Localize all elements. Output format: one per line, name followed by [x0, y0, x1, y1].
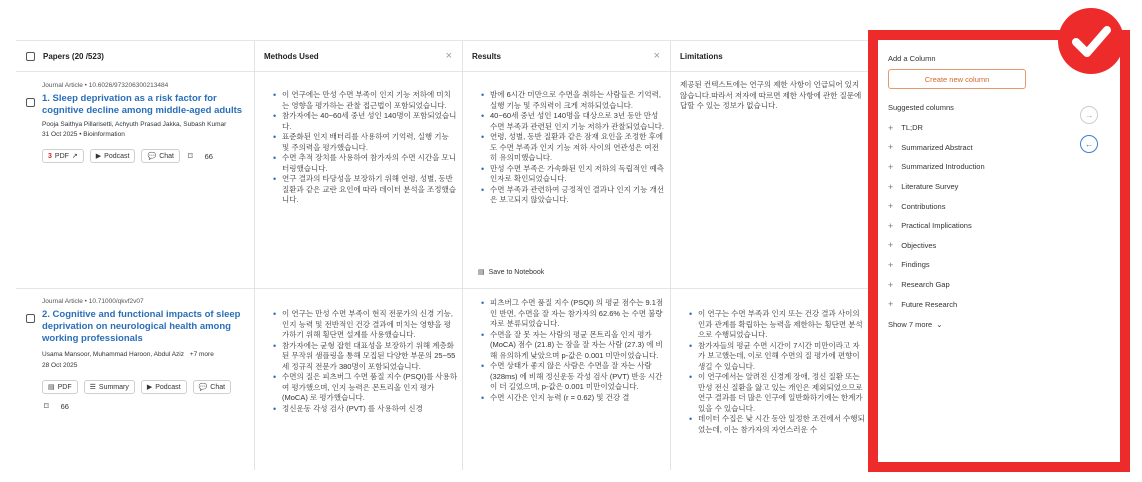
- podcast-button[interactable]: [141, 380, 187, 394]
- header-results-label: Results: [472, 51, 501, 61]
- list-item: • 참가자에는 균형 잡힌 대표성을 보장하기 위해 계층화된 무작위 샘플링을 통해 모집된 다양한 부문의 25~55세 정규직 전문가 380명이 포함되었습니다.: [282, 341, 458, 373]
- chat-label: Chat: [210, 383, 226, 391]
- suggested-columns-title: Suggested columns: [888, 103, 954, 112]
- summary-icon: ☰: [89, 384, 96, 391]
- suggested-column-label: Contributions: [901, 201, 946, 211]
- list-item: • 수면 시간은 인지 능력 (r = 0.62) 및 건강 결: [490, 393, 666, 404]
- table-row: [16, 289, 868, 470]
- suggested-column-item[interactable]: [888, 196, 1118, 216]
- checkmark-icon: [1058, 8, 1124, 74]
- list-item: • 수면 추적 장치를 사용하여 참가자의 수면 시간을 모니터링했습니다.: [282, 153, 458, 174]
- show-more-label: Show 7 more: [888, 319, 933, 329]
- results-table: [16, 40, 868, 470]
- suggested-column-label: Research Gap: [901, 280, 950, 290]
- paper-authors: [42, 350, 250, 359]
- list-item: • 이 연구에는 만성 수면 부족이 인지 기능 저하에 미치는 영향을 평가하는 관찰 접근법이 포함되었습니다.: [282, 90, 458, 111]
- plus-icon: +: [888, 142, 894, 153]
- pdf-label: PDF: [57, 383, 72, 391]
- list-item: • 연령, 성별, 동반 질환과 같은 잠재 요인을 조정한 후에도 수면 부족과 인지 기능 저하 사이의 연관성은 여전히 유의미했습니다.: [490, 132, 666, 164]
- results-list: [478, 90, 666, 206]
- suggested-column-label: Practical Implications: [901, 221, 972, 231]
- suggested-column-label: Summarized Introduction: [901, 162, 985, 172]
- authors-more-link[interactable]: +7 more: [189, 351, 214, 358]
- suggested-column-label: Objectives: [901, 240, 937, 250]
- suggested-column-label: Findings: [901, 260, 930, 270]
- list-item: • 40~60세 중년 성인 140명을 대상으로 3년 동안 만성 수면 부족과 관련된 인지 기능 저하가 관찰되었습니다.: [490, 111, 666, 132]
- paper-date: 28 Oct 2025: [42, 362, 78, 369]
- list-item: • 이 연구는 수면 부족과 인지 또는 건강 결과 사이의 인과 관계를 확립하는 능력을 제한하는 횡단면 분석으로 수행되었습니다.: [698, 309, 866, 341]
- podcast-label: Podcast: [155, 383, 181, 391]
- list-item: • 이 연구는 만성 수면 부족이 현직 전문가의 신경 기능, 인지 능력 및 전반적인 건강 결과에 미치는 영향을 평가하기 위해 횡단면 설계를 사용했습니다.: [282, 309, 458, 341]
- list-item: • 밤에 6시간 미만으로 수면을 취하는 사람들은 기억력, 실행 기능 및 주의력이 크게 저하되었습니다.: [490, 90, 666, 111]
- select-all-checkbox[interactable]: [26, 52, 35, 61]
- chat-icon: 💬: [198, 384, 208, 391]
- list-item: • 데이터 수집은 낮 시간 동안 일정한 조건에서 수행되었는데, 이는 참가자의 자연스러운 수: [698, 414, 866, 435]
- suggested-column-label: Literature Survey: [901, 182, 959, 192]
- list-item: • 수면을 잘 못 자는 사람의 평균 몬트리올 인지 평가 (MoCA) 점수 (21.8) 는 잠을 잘 자는 사람 (27.3) 에 비해 유의하게 낮았으며 p-값은 0.001 미만이었습니다.: [490, 330, 666, 362]
- authors-names: Usama Mansoor, Muhammad Haroon, Abdul Aziz: [42, 351, 184, 358]
- summary-label: Summary: [98, 383, 129, 391]
- plus-icon: +: [888, 259, 894, 270]
- chat-icon: 💬: [147, 153, 157, 160]
- list-item: • 만성 수면 부족은 가속화된 인지 저하의 독립적인 예측 인자로 확인되었습니다.: [490, 164, 666, 185]
- add-column-content: [888, 54, 1118, 329]
- table-grid: [16, 41, 868, 470]
- header-papers: [16, 41, 254, 71]
- paper-meta: Journal Article • 10.6026/973206300213484: [42, 82, 169, 89]
- row-checkbox[interactable]: [26, 98, 35, 107]
- paper-authors: Pooja Saithya Pillarisetti, Achyuth Prasad Jakka, Subash Kumar: [42, 121, 227, 128]
- paper-meta: Journal Article • 10.71000/qkvf2v07: [42, 298, 144, 305]
- chevron-down-icon: ⌄: [936, 319, 943, 329]
- list-item: • 참가자에는 40~60세 중년 성인 140명이 포함되었습니다.: [282, 111, 458, 132]
- header-results: [462, 41, 670, 71]
- list-item: • 피츠버그 수면 품질 지수 (PSQI) 의 평균 점수는 9.1점인 반면, 수면을 잘 자는 참가자의 62.6% 는 수면 불량자로 분류되었습니다.: [490, 298, 666, 330]
- citation-count: 66: [204, 151, 213, 161]
- suggested-column-item[interactable]: [888, 236, 1118, 256]
- suggested-column-item[interactable]: [888, 255, 1118, 275]
- plus-icon: +: [888, 181, 894, 192]
- plus-icon: +: [888, 299, 894, 310]
- suggested-column-item[interactable]: [888, 157, 1118, 177]
- summary-button[interactable]: [84, 380, 135, 394]
- limitations-list: [686, 309, 866, 435]
- header-limitations-label: Limitations: [680, 51, 723, 61]
- save-to-notebook-button[interactable]: [478, 268, 544, 276]
- suggested-column-item[interactable]: [888, 294, 1118, 314]
- show-more-button[interactable]: [888, 320, 1118, 329]
- pdf-icon: ▤: [48, 384, 55, 391]
- suggested-column-item[interactable]: [888, 177, 1118, 197]
- paper-actions-secondary: [42, 401, 69, 412]
- methods-list: [270, 90, 458, 206]
- list-item: • 연구 결과의 타당성을 보장하기 위해 연령, 성별, 동반 질환과 같은 교란 요인에 따라 데이터 분석을 조정했습니다.: [282, 174, 458, 206]
- suggested-column-label: Future Research: [901, 299, 958, 309]
- plus-icon: +: [888, 161, 894, 172]
- arrow-left-icon[interactable]: ←: [1080, 135, 1098, 153]
- remove-results-column-icon[interactable]: ×: [653, 50, 660, 62]
- checkmark-badge-icon: [1058, 8, 1124, 74]
- bookmark-icon[interactable]: ⌑: [187, 150, 193, 161]
- podcast-icon: ▶: [95, 153, 102, 160]
- paper-actions: [42, 149, 213, 163]
- pdf-label: PDF: [54, 152, 69, 160]
- plus-icon: +: [888, 122, 894, 133]
- plus-icon: +: [888, 220, 894, 231]
- plus-icon: +: [888, 201, 894, 212]
- notebook-icon: ▤: [478, 269, 485, 276]
- list-item: • 수면의 질은 피츠버그 수면 품질 지수 (PSQI)를 사용하여 평가했으며, 인지 능력은 몬트리올 인지 평가 (MoCA) 로 평가했습니다.: [282, 372, 458, 404]
- suggested-column-item[interactable]: [888, 275, 1118, 295]
- list-item: • 수면 상태가 좋지 않은 사람은 수면을 잘 자는 사람 (328ms) 에 비해 정신운동 각성 검사 (PVT) 반응 시간이 더 길었으며, p-값은 0.001 미만이었습니다.: [490, 361, 666, 393]
- suggested-column-item[interactable]: [888, 216, 1118, 236]
- external-link-icon: ↗: [71, 153, 78, 160]
- methods-list: [270, 309, 458, 414]
- bookmark-icon[interactable]: ⌑: [44, 401, 49, 411]
- chat-button[interactable]: [193, 380, 232, 394]
- podcast-label: Podcast: [104, 152, 130, 160]
- list-item: • 참가자들의 평균 수면 시간이 7시간 미만이라고 자가 보고했는데, 이로 인해 수면의 질 평가에 편향이 생길 수 있습니다.: [698, 341, 866, 373]
- chat-button[interactable]: [141, 149, 180, 163]
- plus-icon: +: [888, 240, 894, 251]
- header-methods-label: Methods Used: [264, 51, 319, 61]
- list-item: • 정신운동 각성 검사 (PVT) 를 사용하여 신경: [282, 404, 458, 415]
- suggested-column-label: Summarized Abstract: [901, 142, 973, 152]
- suggested-column-label: TL;DR: [901, 123, 923, 133]
- pdf-button[interactable]: [42, 380, 78, 394]
- list-item: • 표준화된 인지 배터리를 사용하여 기억력, 실행 기능 및 주의력을 평가했습니다.: [282, 132, 458, 153]
- add-column-title: Add a Column: [888, 54, 936, 63]
- limitations-text: 제공된 컨텍스트에는 연구의 제한 사항이 언급되어 있지 않습니다.따라서 저자에 따르면 제한 사항에 관한 질문에 답할 수 있는 정보가 없습니다.: [680, 80, 862, 110]
- table-header: [16, 41, 868, 71]
- paper-title-link[interactable]: 1. Sleep deprivation as a risk factor for cognitive decline among middle-aged adults: [42, 93, 243, 116]
- podcast-icon: ▶: [146, 384, 153, 391]
- remove-methods-column-icon[interactable]: ×: [445, 50, 452, 62]
- paper-date: 31 Oct 2025 • Bioinformation: [42, 131, 125, 138]
- header-limitations: [670, 41, 868, 71]
- create-new-column-button[interactable]: Create new column: [888, 69, 1026, 89]
- results-list: [478, 298, 666, 403]
- arrow-right-icon[interactable]: →: [1080, 106, 1098, 124]
- pdf-button[interactable]: [42, 149, 84, 163]
- paper-actions: [42, 380, 231, 394]
- table-row: [16, 72, 868, 288]
- list-item: • 수면 부족과 관련하여 긍정적인 결과나 인지 기능 개선은 보고되지 않았습니다.: [490, 185, 666, 206]
- header-methods: [254, 41, 462, 71]
- plus-icon: +: [888, 279, 894, 290]
- header-papers-label: Papers (20 /523): [43, 51, 104, 61]
- save-to-notebook-label: Save to Notebook: [488, 268, 545, 276]
- list-item: • 이 연구에서는 알려진 신경계 장애, 정신 질환 또는 만성 전신 질환을 앓고 있는 개인은 제외되었으므로 연구 결과를 더 많은 인구에 일반화하기에는 한계가 있을 수 있습니다.: [698, 372, 866, 414]
- chat-label: Chat: [159, 152, 174, 160]
- pdf-icon: 3: [48, 152, 52, 160]
- add-column-panel: [868, 30, 1130, 472]
- podcast-button[interactable]: [90, 149, 136, 163]
- paper-title-link[interactable]: 2. Cognitive and functional impacts of sleep deprivation on neurological health among working professionals: [42, 309, 241, 344]
- row-checkbox[interactable]: [26, 314, 35, 323]
- citation-count: 66: [60, 402, 69, 411]
